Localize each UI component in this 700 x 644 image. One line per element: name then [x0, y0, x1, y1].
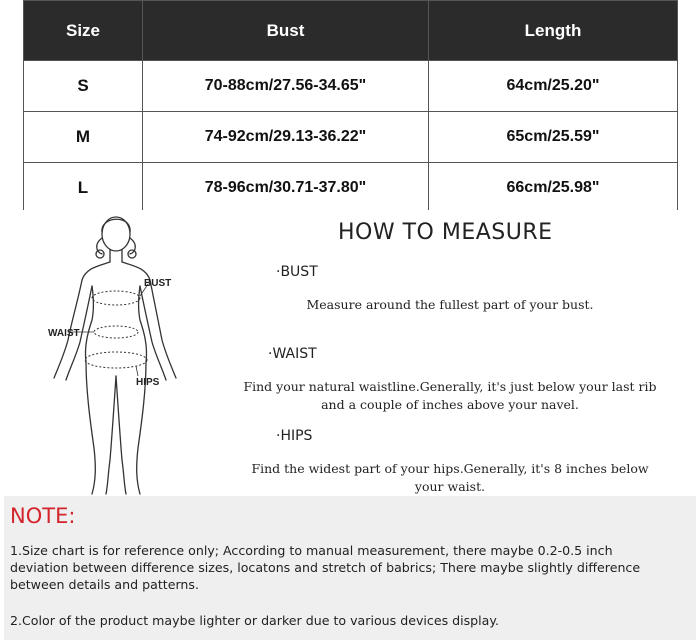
bust-instruction-line: Measure around the fullest part of your bust.: [306, 297, 594, 312]
note-title: NOTE:: [10, 504, 76, 528]
waist-heading: ·WAIST: [268, 346, 317, 362]
body-outline-icon: [40, 210, 210, 500]
cell-length: 64cm/25.20": [429, 61, 678, 112]
cell-bust: 70-88cm/27.56-34.65": [143, 61, 429, 112]
hips-heading: ·HIPS: [276, 428, 313, 444]
note-item-2: [10, 612, 694, 629]
size-chart-table-wrapper: [23, 0, 677, 203]
note-item-1: [10, 542, 694, 593]
cell-size: M: [24, 112, 143, 163]
note-line: 1.Size chart is for reference only; According to manual measurement, there maybe 0.2-0.5 inch: [10, 543, 613, 558]
waist-instruction-line: and a couple of inches above your navel.: [321, 397, 579, 412]
hips-instruction-line: Find the widest part of your hips.Generally, it's 8 inches below: [251, 461, 649, 476]
cell-size: L: [24, 163, 143, 214]
note-line: deviation between difference sizes, locatons and stretch of babrics; There maybe slightly difference: [10, 560, 641, 575]
hips-instruction: [225, 460, 675, 496]
size-chart-table: [23, 0, 678, 214]
figure-label-hips: HIPS: [136, 377, 160, 388]
how-to-measure-title: HOW TO MEASURE: [338, 220, 553, 245]
note-line: between details and patterns.: [10, 577, 199, 592]
table-row: [24, 112, 678, 163]
cell-bust: 74-92cm/29.13-36.22": [143, 112, 429, 163]
header-bust: Bust: [143, 1, 429, 61]
header-length: Length: [429, 1, 678, 61]
table-row: [24, 163, 678, 214]
cell-bust: 78-96cm/30.71-37.80": [143, 163, 429, 214]
bust-instruction: [250, 296, 650, 314]
cell-size: S: [24, 61, 143, 112]
cell-length: 65cm/25.59": [429, 112, 678, 163]
waist-instruction: [220, 378, 680, 414]
figure-label-waist: WAIST: [48, 328, 80, 339]
note-line: 2.Color of the product maybe lighter or darker due to various devices display.: [10, 613, 500, 628]
table-header-row: [24, 1, 678, 61]
bust-heading: ·BUST: [276, 264, 318, 280]
body-figure-illustration: [40, 210, 210, 500]
hips-instruction-line: your waist.: [414, 479, 486, 494]
header-size: Size: [24, 1, 143, 61]
note-box: [4, 496, 696, 640]
how-to-measure-section: [0, 210, 700, 500]
figure-label-bust: BUST: [144, 278, 172, 289]
cell-length: 66cm/25.98": [429, 163, 678, 214]
table-row: [24, 61, 678, 112]
waist-instruction-line: Find your natural waistline.Generally, it's just below your last rib: [243, 379, 657, 394]
